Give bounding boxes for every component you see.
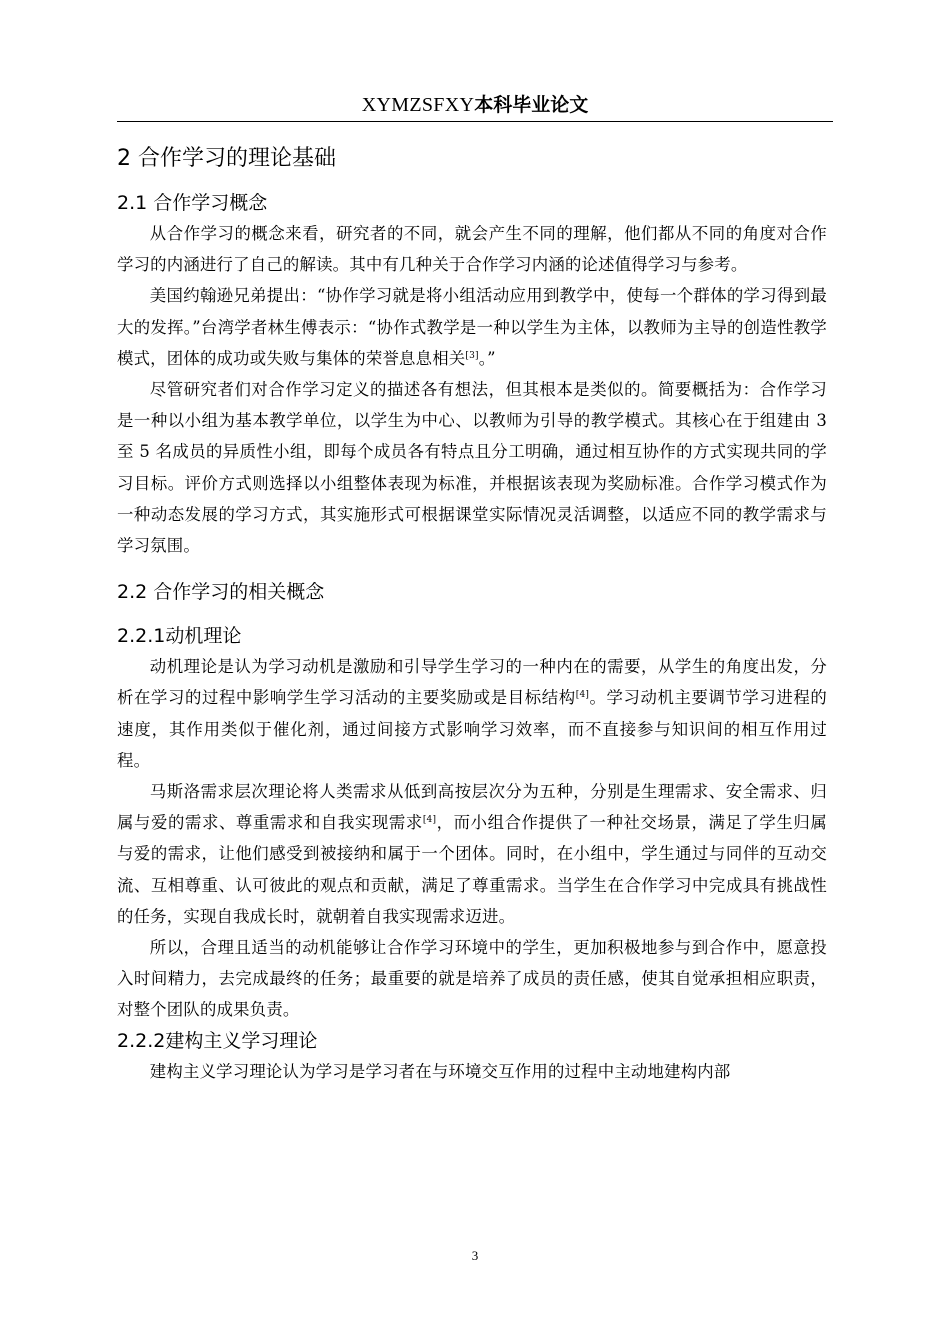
section-2-1-paragraph-3: 尽管研究者们对合作学习定义的描述各有想法，但其根本是类似的。简要概括为：合作学习是一种以小组为基本教学单位，以学生为中心、以教师为引导的教学模式。其核心在于组建由 3 至 5 名成员的异质性小组，即每个成员各有特点且分工明确，通过相互协作的方式实现共同的学习目标。评价方式则选择以小组整体表现为标准，并根据该表现为奖励标准。合作学习模式作为一种动态发展的学习方式，其实施形式可根据课堂实际情况灵活调整，以适应不同的教学需求与学习氛围。	[117, 380, 827, 556]
header-school-code: XYMZSFXY	[361, 94, 475, 116]
section-2-2-1-title: 2.2.1动机理论	[117, 625, 242, 648]
section-2-1-paragraph-1: 从合作学习的概念来看，研究者的不同，就会产生不同的理解，他们都从不同的角度对合作学习的内涵进行了自己的解读。其中有几种关于合作学习内涵的论述值得学习与参考。	[117, 224, 827, 275]
section-2-2-2-title: 2.2.2建构主义学习理论	[117, 1029, 318, 1052]
page-body	[117, 140, 827, 1087]
page-number: 3	[471, 1248, 479, 1263]
paragraph-text: 。学习动机主要调节学习进程的速度，其作用类似于催化剂，通过间接方式影响学习效率，而不直接参与知识间的相互作用过程。	[117, 688, 827, 770]
section-2-2-1-paragraph-1	[117, 651, 827, 776]
paragraph-text: 美国约翰逊兄弟提出：“协作学习就是将小组活动应用到教学中，使每一个群体的学习得到最大的发挥。”台湾学者林生傅表示：“协作式教学是一种以学生为主体，以教师为主导的创造性教学模式，团体的成功或失败与集体的荣誉息息相关	[117, 286, 827, 368]
citation-ref: [4]	[422, 815, 437, 826]
section-2-1-paragraph-2	[117, 280, 827, 374]
paragraph-text: 马斯洛需求层次理论将人类需求从低到高按层次分为五种，分别是生理需求、安全需求、归属与爱的需求、尊重需求和自我实现需求	[117, 782, 827, 833]
header-document-type: 本科毕业论文	[474, 94, 589, 116]
page-header	[117, 92, 833, 118]
chapter-title: 2 合作学习的理论基础	[117, 146, 336, 171]
section-2-2-2-paragraph-1: 建构主义学习理论认为学习是学习者在与环境交互作用的过程中主动地建构内部	[149, 1061, 731, 1081]
paragraph-text: 动机理论是认为学习动机是激励和引导学生学习的一种内在的需要，从学生的角度出发，分析在学习的过程中影响学生学习活动的主要奖励或是目标结构	[117, 657, 827, 708]
paragraph-text: 。”	[478, 348, 496, 368]
header-rule	[117, 121, 833, 122]
section-2-2-1-paragraph-2	[117, 776, 827, 932]
section-2-2-1-paragraph-3: 所以，合理且适当的动机能够让合作学习环境中的学生，更加积极地参与到合作中，愿意投入时间精力，去完成最终的任务；最重要的就是培养了成员的责任感，使其自觉承担相应职责，对整个团队的成果负责。	[117, 938, 827, 1020]
citation-ref: [4]	[575, 690, 590, 701]
citation-ref: [3]	[465, 350, 479, 361]
paragraph-text: ，而小组合作提供了一种社交场景，满足了学生归属与爱的需求，让他们感受到被接纳和属于一个团体。同时，在小组中，学生通过与同伴的互动交流、互相尊重、认可彼此的观点和贡献，满足了尊重需求。当学生在合作学习中完成具有挑战性的任务，实现自我成长时，就朝着自我实现需求迈进。	[117, 813, 827, 926]
section-2-1-title: 2.1 合作学习概念	[117, 192, 268, 214]
section-2-2-title: 2.2 合作学习的相关概念	[117, 581, 325, 604]
